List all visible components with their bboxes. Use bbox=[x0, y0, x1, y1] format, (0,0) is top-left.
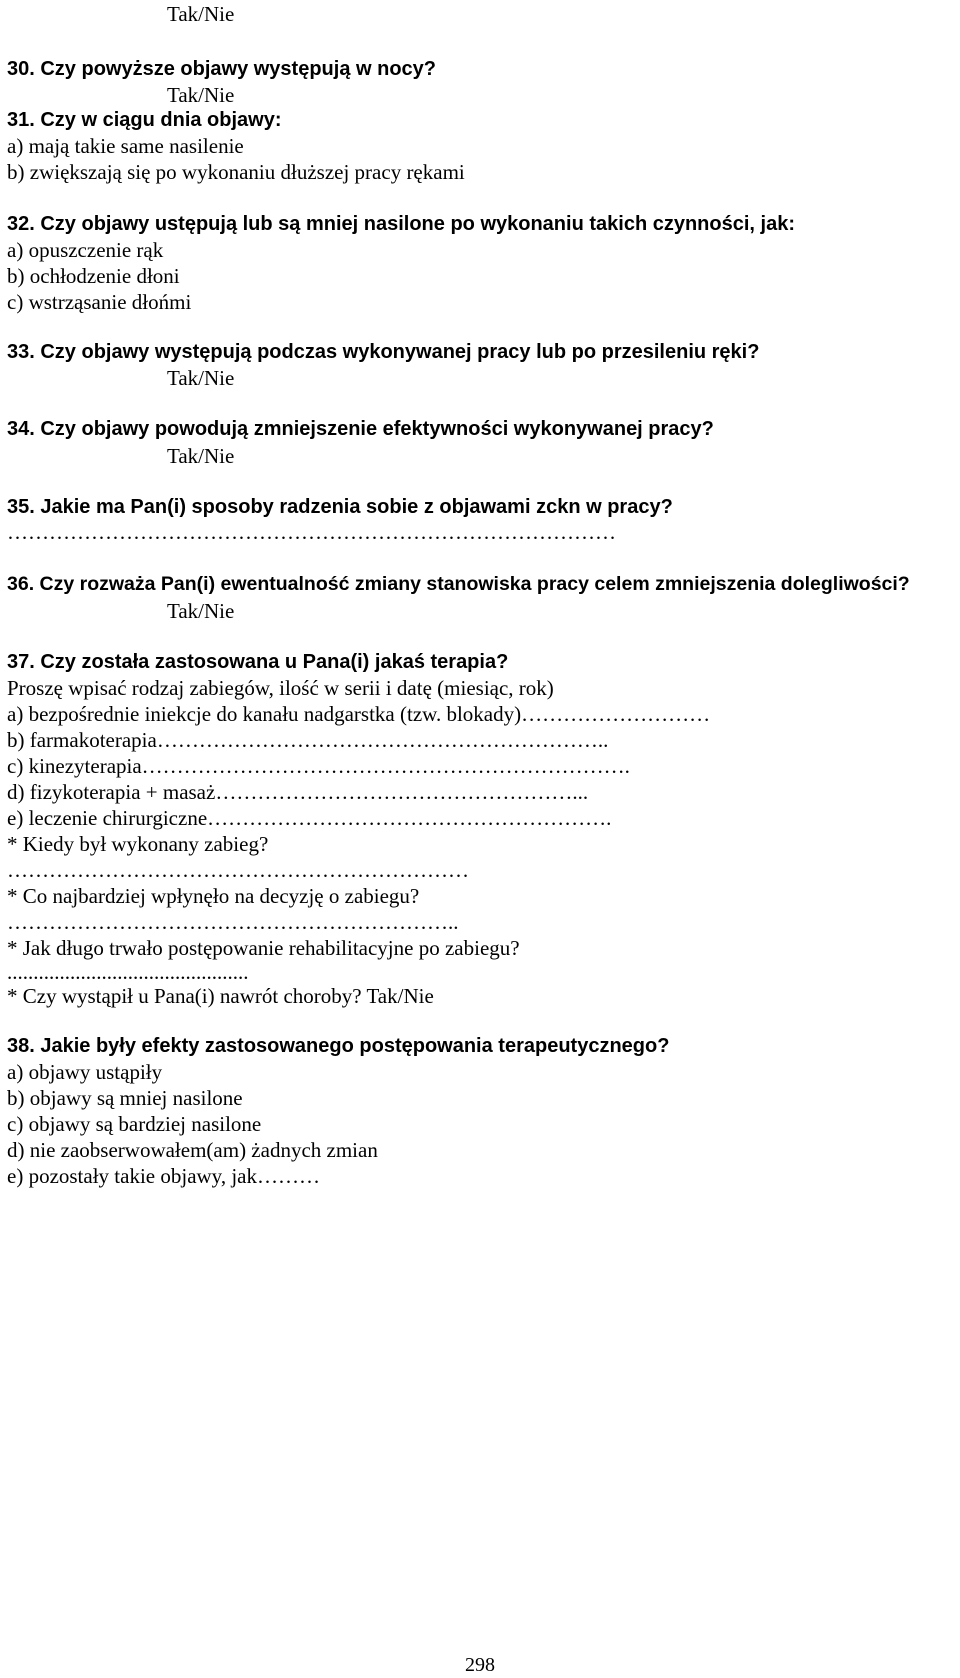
question-33: 33. Czy objawy występują podczas wykonywanej pracy lub po przesileniu ręki? bbox=[7, 341, 760, 363]
option-q38-b: b) objawy są mniej nasilone bbox=[7, 1086, 243, 1110]
answer-q33: Tak/Nie bbox=[167, 366, 235, 390]
answer-line-decision: ……………………………………………………….. bbox=[7, 910, 459, 934]
followup-when: * Kiedy był wykonany zabieg? bbox=[7, 832, 269, 856]
answer-q36: Tak/Nie bbox=[167, 599, 235, 623]
question-37: 37. Czy została zastosowana u Pana(i) jakaś terapia? bbox=[7, 651, 509, 673]
question-35: 35. Jakie ma Pan(i) sposoby radzenia sobie z objawami zckn w pracy? bbox=[7, 496, 673, 518]
question-34: 34. Czy objawy powodują zmniejszenie efektywności wykonywanej pracy? bbox=[7, 418, 714, 440]
answer-line-q35: …………………………………………………………………………… bbox=[7, 520, 616, 544]
answer-q34: Tak/Nie bbox=[167, 444, 235, 468]
option-q37-d: d) fizykoterapia + masaż……………………………………………... bbox=[7, 780, 589, 804]
instruction-q37: Proszę wpisać rodzaj zabiegów, ilość w serii i datę (miesiąc, rok) bbox=[7, 676, 554, 700]
option-q38-e: e) pozostały takie objawy, jak……… bbox=[7, 1164, 320, 1188]
answer-line-when: ………………………………………………………… bbox=[7, 858, 469, 882]
question-32: 32. Czy objawy ustępują lub są mniej nasilone po wykonaniu takich czynności, jak: bbox=[7, 213, 795, 235]
option-q32-c: c) wstrząsanie dłońmi bbox=[7, 290, 192, 314]
answer-tak-nie-top: Tak/Nie bbox=[167, 2, 235, 26]
option-q37-e: e) leczenie chirurgiczne…………………………………………………. bbox=[7, 806, 612, 830]
option-q38-a: a) objawy ustąpiły bbox=[7, 1060, 163, 1084]
option-q31-a: a) mają takie same nasilenie bbox=[7, 134, 244, 158]
option-q37-c: c) kinezyterapia……………………………………………………………. bbox=[7, 754, 630, 778]
page-number: 298 bbox=[465, 1654, 495, 1676]
followup-rehab-duration: * Jak długo trwało postępowanie rehabilitacyjne po zabiegu? bbox=[7, 936, 520, 960]
option-q32-b: b) ochłodzenie dłoni bbox=[7, 264, 180, 288]
option-q32-a: a) opuszczenie rąk bbox=[7, 238, 164, 262]
question-36: 36. Czy rozważa Pan(i) ewentualność zmiany stanowiska pracy celem zmniejszenia dolegliwości? bbox=[7, 573, 910, 595]
question-38: 38. Jakie były efekty zastosowanego postępowania terapeutycznego? bbox=[7, 1035, 670, 1057]
question-31: 31. Czy w ciągu dnia objawy: bbox=[7, 109, 282, 131]
question-30: 30. Czy powyższe objawy występują w nocy? bbox=[7, 58, 437, 80]
followup-decision: * Co najbardziej wpłynęło na decyzję o zabiegu? bbox=[7, 884, 420, 908]
answer-q30: Tak/Nie bbox=[167, 83, 235, 107]
option-q37-a: a) bezpośrednie iniekcje do kanału nadgarstka (tzw. blokady)……………………… bbox=[7, 702, 711, 726]
option-q38-c: c) objawy są bardziej nasilone bbox=[7, 1112, 262, 1136]
answer-line-rehab: .............................................. bbox=[7, 960, 249, 984]
option-q38-d: d) nie zaobserwowałem(am) żadnych zmian bbox=[7, 1138, 378, 1162]
option-q37-b: b) farmakoterapia……………………………………………………….. bbox=[7, 728, 609, 752]
option-q31-b: b) zwiększają się po wykonaniu dłuższej pracy rękami bbox=[7, 160, 465, 184]
followup-recurrence: * Czy wystąpił u Pana(i) nawrót choroby? Tak/Nie bbox=[7, 984, 434, 1008]
